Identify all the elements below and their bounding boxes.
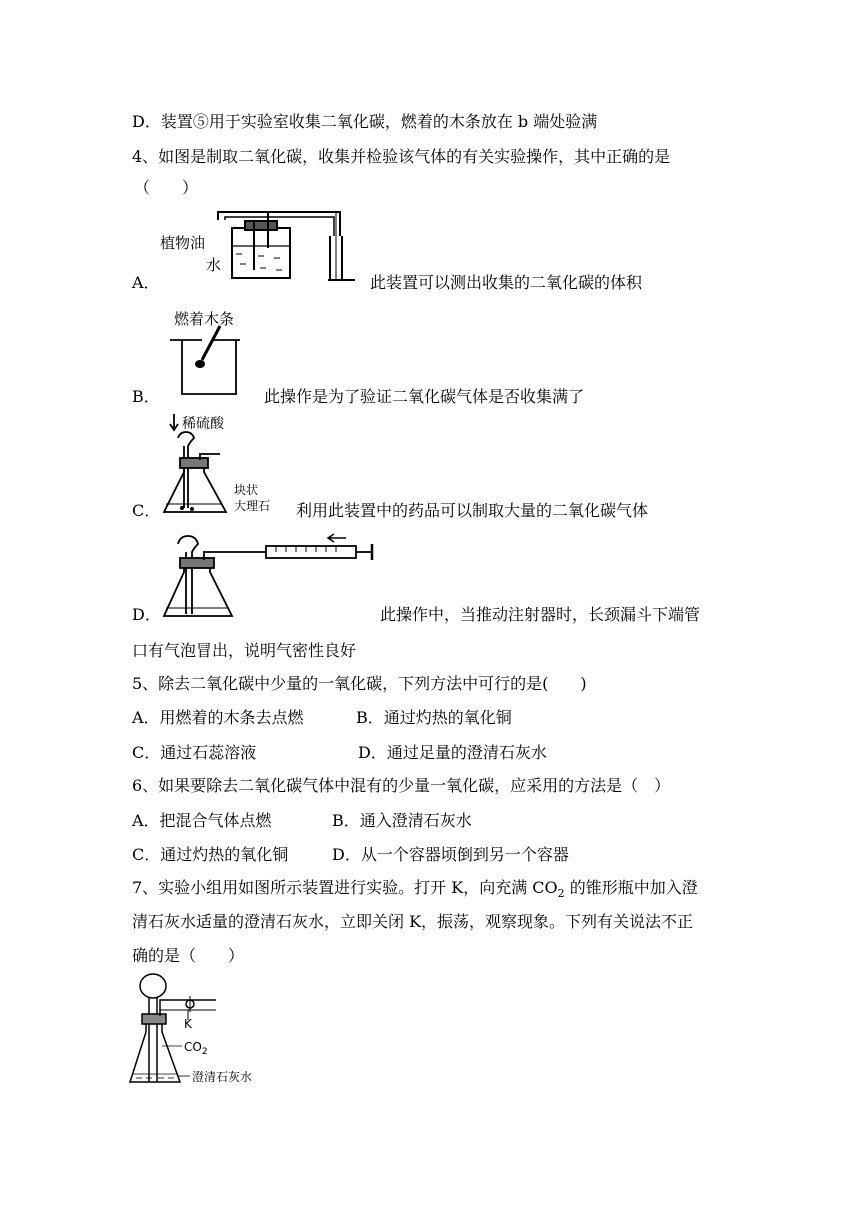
q4-figure-a-oil-label: 植物油	[160, 234, 206, 252]
q4-figure-c	[160, 410, 290, 516]
q4-figure-b	[168, 304, 268, 398]
q5-option-c: C．通过石蕊溶液	[132, 743, 257, 762]
q4-figure-d	[160, 528, 380, 620]
q4-option-b-label: B．	[132, 387, 160, 406]
q7-stem-line-1-b: 的锥形瓶中加入澄	[564, 878, 698, 897]
q5-option-d: D．通过足量的澄清石灰水	[358, 743, 547, 762]
q4-option-b-text: 此操作是为了验证二氧化碳气体是否收集满了	[264, 387, 585, 406]
q4-option-d-text-cont: 口有气泡冒出，说明气密性良好	[132, 641, 357, 660]
q7-figure-gas-formula: CO	[184, 1040, 202, 1054]
q6-option-d: D．从一个容器顷倒到另一个容器	[332, 845, 569, 864]
q6-option-b: B．通入澄清石灰水	[332, 811, 472, 830]
q7-co2-subscript: 2	[557, 887, 565, 901]
q6-option-c: C．通过灼热的氧化铜	[132, 845, 289, 864]
q7-stem-line-2: 清石灰水适量的澄清石灰水，立即关闭 K，振荡，观察现象。下列有关说法不正	[132, 912, 694, 931]
q7-figure-valve-label: K	[184, 1017, 192, 1031]
q4-option-a-label: A．	[132, 273, 160, 292]
q5-option-a: A．用燃着的木条去点燃	[132, 708, 304, 727]
q6-stem: 6、如果要除去二氧化碳气体中混有的少量一氧化碳，应采用的方法是（ ）	[132, 776, 671, 795]
q4-option-c-text: 利用此装置中的药品可以制取大量的二氧化碳气体	[296, 501, 649, 520]
q5-option-b: B．通过灼热的氧化铜	[356, 708, 512, 727]
q3-option-d: D．装置⑤用于实验室收集二氧化碳，燃着的木条放在 b 端处验满	[132, 112, 598, 131]
q4-stem: 4、如图是制取二氧化碳，收集并检验该气体的有关实验操作，其中正确的是	[132, 147, 671, 166]
q6-option-a: A．把混合气体点燃	[132, 811, 272, 830]
q7-stem-line-1	[132, 876, 698, 906]
q4-option-a-text: 此装置可以测出收集的二氧化碳的体积	[370, 273, 643, 292]
q5-stem: 5、除去二氧化碳中少量的一氧化碳，下列方法中可行的是( )	[132, 674, 587, 693]
q7-figure-gas-label	[184, 1040, 208, 1057]
q7-figure	[126, 970, 266, 1094]
q4-figure-a-water-label: 水	[206, 256, 222, 274]
q7-figure-limewater-label: 澄清石灰水	[192, 1070, 253, 1084]
q4-option-d-text: 此操作中，当推动注射器时，长颈漏斗下端管	[380, 605, 701, 624]
q4-answer-paren: （ ）	[134, 178, 199, 197]
q4-figure-a	[160, 208, 370, 286]
q7-stem-line-1-a: 7、实验小组用如图所示装置进行实验。打开 K，向充满 CO	[132, 878, 558, 897]
q4-option-d-label: D．	[132, 605, 161, 624]
q4-figure-c-solid-label-2: 大理石	[234, 499, 271, 513]
q7-stem-line-3: 确的是（ ）	[132, 946, 245, 965]
q4-figure-c-acid-label: 稀硫酸	[182, 416, 224, 432]
q4-figure-b-label: 燃着木条	[174, 310, 235, 328]
q4-option-c-label: C．	[132, 501, 161, 520]
q4-figure-c-solid-label-1: 块状	[234, 483, 259, 497]
q7-figure-gas-subscript: 2	[201, 1047, 208, 1057]
